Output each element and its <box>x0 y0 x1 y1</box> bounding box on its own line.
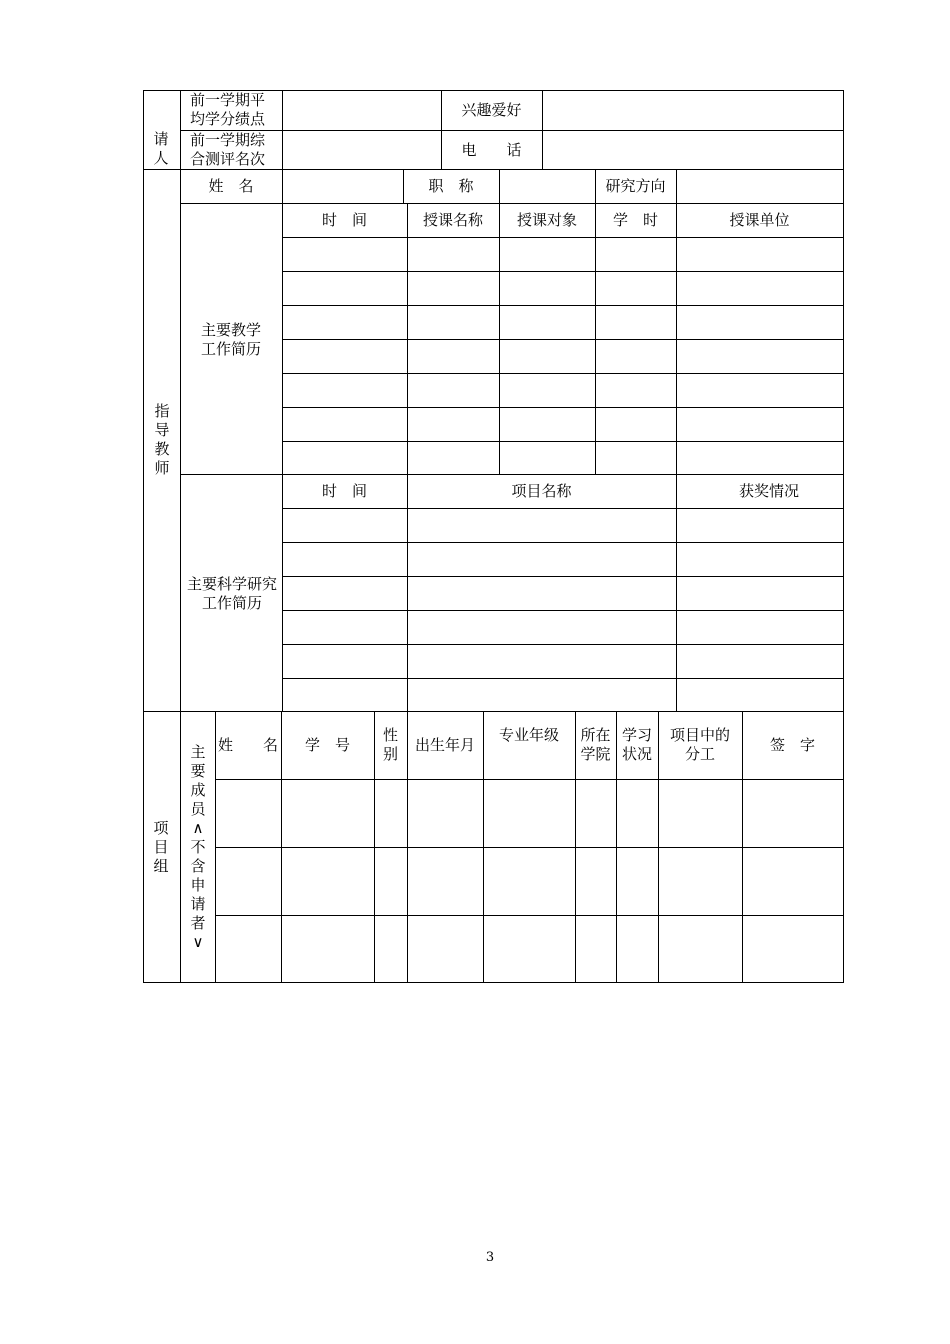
rule <box>499 169 500 204</box>
rule <box>180 474 844 475</box>
rule <box>282 90 283 170</box>
page-number: 3 <box>485 1250 495 1265</box>
rule <box>282 610 844 611</box>
rule <box>143 169 844 170</box>
member-header-student-id: 学 号 <box>304 736 350 754</box>
rule <box>282 373 844 374</box>
research-header-time: 时 间 <box>321 482 367 500</box>
rule <box>282 644 844 645</box>
rule <box>282 203 283 475</box>
teaching-header-audience: 授课对象 <box>516 211 577 229</box>
rule <box>595 203 596 475</box>
rule <box>215 779 844 780</box>
rule <box>180 130 844 131</box>
rule <box>483 711 484 983</box>
rule <box>180 203 844 204</box>
rule <box>676 474 677 712</box>
advisor-name-label: 姓 名 <box>208 177 254 195</box>
rule <box>282 407 844 408</box>
rule <box>282 271 844 272</box>
rule <box>282 169 283 204</box>
member-header-major: 专业年级 <box>498 726 559 744</box>
rule <box>407 203 408 475</box>
advisor-research-label: 研究方向 <box>605 177 666 195</box>
member-header-name: 姓 名 <box>217 736 278 754</box>
rule <box>282 474 283 712</box>
member-header-gender: 性别 <box>382 726 398 763</box>
rule <box>499 203 500 475</box>
rule <box>143 711 844 712</box>
rule <box>282 339 844 340</box>
advisor-title-label: 职 称 <box>428 177 474 195</box>
member-header-college: 所在学院 <box>580 726 611 763</box>
members-label: 主要成员∧不含申请者∨ <box>190 743 206 951</box>
rule <box>676 203 677 475</box>
hobby-label: 兴趣爱好 <box>461 101 522 119</box>
member-header-signature: 签 字 <box>769 736 815 754</box>
rule <box>676 169 677 204</box>
rule <box>282 576 844 577</box>
rule <box>843 90 844 983</box>
rule <box>180 90 181 983</box>
advisor-section-label: 指导教师 <box>154 402 170 477</box>
rank-label: 前一学期综合测评名次 <box>190 131 266 168</box>
member-header-study: 学习状况 <box>621 726 652 763</box>
teaching-section-label: 主要教学工作简历 <box>200 321 261 358</box>
rule <box>282 237 844 238</box>
member-header-role: 项目中的分工 <box>669 726 730 763</box>
teaching-header-course: 授课名称 <box>422 211 483 229</box>
research-section-label: 主要科学研究工作简历 <box>187 575 278 612</box>
rule <box>143 982 844 983</box>
rule <box>282 508 844 509</box>
member-header-birth: 出生年月 <box>414 736 475 754</box>
teaching-header-time: 时 间 <box>321 211 367 229</box>
rule <box>282 305 844 306</box>
teaching-header-unit: 授课单位 <box>729 211 790 229</box>
rule <box>282 441 844 442</box>
research-header-awards: 获奖情况 <box>738 482 799 500</box>
rule <box>282 678 844 679</box>
rule <box>215 915 844 916</box>
rule <box>407 474 408 712</box>
research-header-project: 项目名称 <box>511 482 572 500</box>
project-group-label: 项目组 <box>153 819 169 875</box>
rule <box>282 542 844 543</box>
phone-label: 电 话 <box>461 141 522 159</box>
rule <box>143 90 144 983</box>
teaching-header-hours: 学 时 <box>612 211 658 229</box>
rule <box>542 90 543 170</box>
applicant-section-label: 请人 <box>153 130 169 167</box>
gpa-label: 前一学期平均学分绩点 <box>190 91 266 128</box>
rule <box>215 847 844 848</box>
